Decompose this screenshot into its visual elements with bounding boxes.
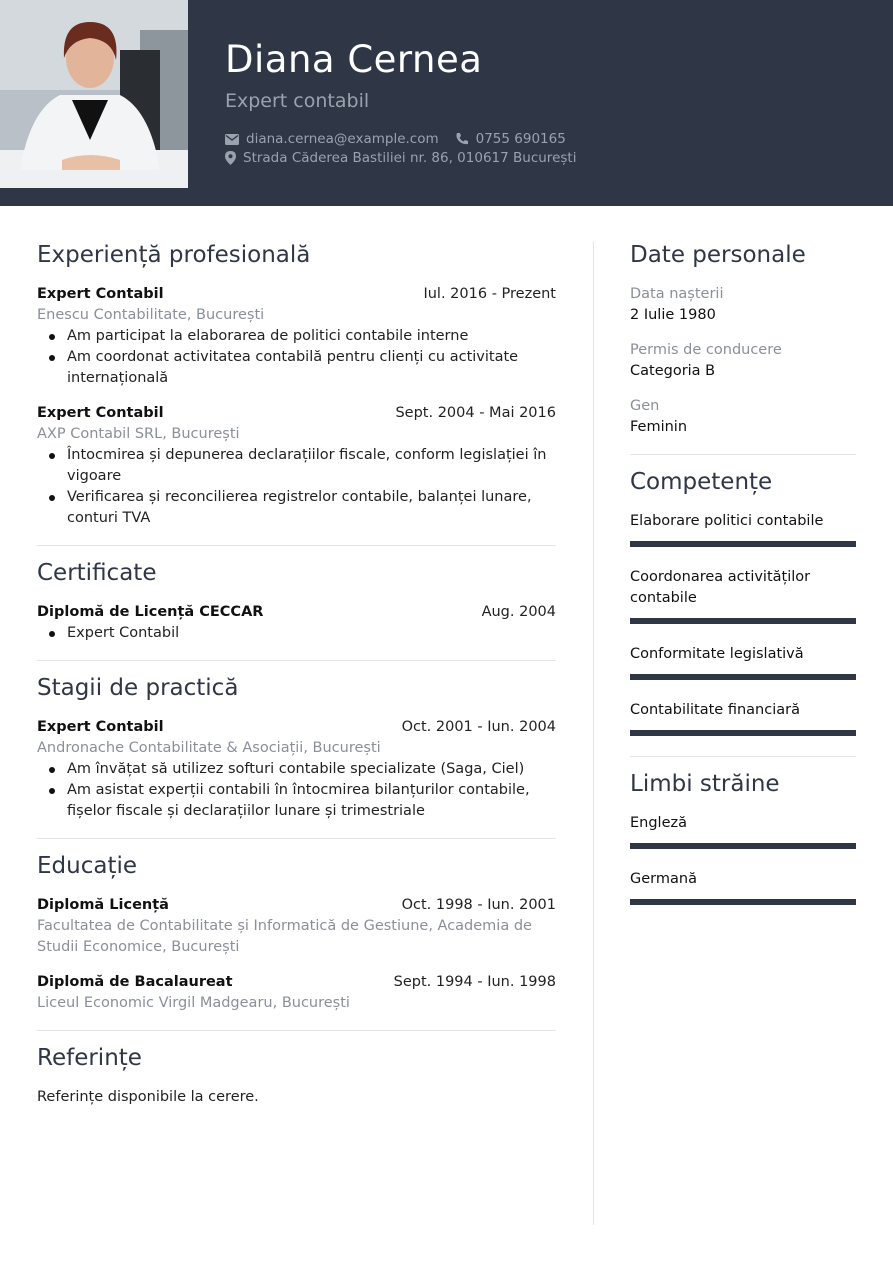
personal-section (630, 240, 856, 438)
entry-role: Diplomă de Licență CECCAR (37, 604, 264, 620)
email-icon (225, 134, 239, 145)
language-item (630, 869, 856, 905)
entry-role: Diplomă Licență (37, 897, 169, 913)
education-entry (37, 895, 556, 958)
skill-item (630, 644, 856, 680)
skill-bar (630, 674, 856, 680)
candidate-name: Diana Cernea (225, 38, 483, 81)
main-column (37, 240, 556, 1108)
entry-role: Expert Contabil (37, 286, 164, 302)
skill-bar-fill (630, 674, 856, 680)
skill-name: Conformitate legislativă (630, 646, 804, 662)
bullet-item: Verificarea și reconcilierea registrelor contabile, balanței lunare, conturi TVA (37, 487, 556, 529)
entry-role: Expert Contabil (37, 405, 164, 421)
skill-bar (630, 618, 856, 624)
address-text: Strada Căderea Bastiliei nr. 86, 010617 București (243, 150, 577, 166)
entry-role: Expert Contabil (37, 719, 164, 735)
section-divider (37, 660, 556, 661)
personal-label: Gen (630, 398, 660, 414)
experience-section (37, 240, 556, 529)
bullet-item: Am învățat să utilizez softuri contabile specializate (Saga, Ciel) (37, 759, 556, 780)
personal-value: 2 Iulie 1980 (630, 307, 716, 323)
education-entry (37, 972, 556, 1014)
certificate-entry (37, 602, 556, 644)
bullet-item: Am participat la elaborarea de politici contabile interne (37, 326, 556, 347)
certificates-heading: Certificate (37, 560, 157, 586)
contact-line-1 (225, 131, 566, 147)
entry-organization: Enescu Contabilitate, București (37, 307, 265, 323)
education-heading: Educație (37, 853, 138, 879)
location-pin-icon (225, 151, 236, 165)
internships-section (37, 673, 556, 822)
personal-value: Feminin (630, 419, 688, 435)
skill-bar-fill (630, 541, 856, 547)
entry-bullets (37, 445, 556, 529)
entry-date: Iul. 2016 - Prezent (423, 286, 556, 302)
entry-date: Sept. 2004 - Mai 2016 (395, 405, 556, 421)
language-bar (630, 899, 856, 905)
skill-name: Coordonarea activităților contabile (630, 569, 811, 606)
entry-date: Oct. 1998 - Iun. 2001 (401, 897, 556, 913)
section-divider (37, 1030, 556, 1031)
bullet-item: Am asistat experții contabili în întocmirea bilanțurilor contabile, fișelor fiscale și declarațiilor lunare și trimestriale (37, 780, 556, 822)
entry-bullets (37, 623, 556, 644)
languages-section (630, 769, 856, 905)
personal-label: Permis de conducere (630, 342, 782, 358)
column-divider (593, 242, 594, 1225)
personal-item (630, 340, 856, 382)
entry-date: Sept. 1994 - Iun. 1998 (393, 974, 556, 990)
personal-item (630, 396, 856, 438)
entry-organization: Facultatea de Contabilitate și Informatică de Gestiune, Academia de Studii Economice, București (37, 918, 532, 955)
entry-bullets (37, 326, 556, 389)
entry-date: Oct. 2001 - Iun. 2004 (401, 719, 556, 735)
experience-entry (37, 284, 556, 389)
skill-bar (630, 541, 856, 547)
resume-header (0, 0, 893, 206)
profile-photo (0, 0, 188, 188)
bullet-item: Expert Contabil (37, 623, 556, 644)
bullet-item: Am coordonat activitatea contabilă pentru clienți cu activitate internațională (37, 347, 556, 389)
phone-number[interactable]: 0755 690165 (475, 131, 566, 147)
entry-organization: Liceul Economic Virgil Madgearu, București (37, 995, 350, 1011)
language-item (630, 813, 856, 849)
bullet-item: Întocmirea și depunerea declarațiilor fiscale, conform legislației în vigoare (37, 445, 556, 487)
language-bar-fill (630, 843, 856, 849)
entry-bullets (37, 759, 556, 822)
skill-item (630, 511, 856, 547)
education-section (37, 851, 556, 1014)
section-divider (630, 454, 856, 455)
skill-bar-fill (630, 730, 856, 736)
references-heading: Referințe (37, 1045, 142, 1071)
experience-entry (37, 403, 556, 529)
personal-item (630, 284, 856, 326)
skill-item (630, 700, 856, 736)
section-divider (37, 545, 556, 546)
internship-entry (37, 717, 556, 822)
skill-bar-fill (630, 618, 856, 624)
contact-line-2 (225, 150, 576, 166)
skill-name: Contabilitate financiară (630, 702, 800, 718)
sidebar-column (630, 240, 856, 925)
certificates-section (37, 558, 556, 644)
section-divider (630, 756, 856, 757)
skill-name: Elaborare politici contabile (630, 513, 824, 529)
language-name: Engleză (630, 815, 688, 831)
references-text: Referințe disponibile la cerere. (37, 1089, 259, 1105)
entry-organization: AXP Contabil SRL, București (37, 426, 240, 442)
entry-role: Diplomă de Bacalaureat (37, 974, 233, 990)
candidate-title: Expert contabil (225, 90, 370, 112)
experience-heading: Experiență profesională (37, 242, 311, 268)
language-name: Germană (630, 871, 697, 887)
personal-label: Data nașterii (630, 286, 724, 302)
language-bar-fill (630, 899, 856, 905)
skill-item (630, 567, 856, 624)
skill-bar (630, 730, 856, 736)
entry-date: Aug. 2004 (481, 604, 556, 620)
skills-heading: Competențe (630, 469, 773, 495)
profile-photo-image (0, 0, 188, 188)
skills-section (630, 467, 856, 736)
entry-organization: Andronache Contabilitate & Asociații, București (37, 740, 381, 756)
email-link[interactable]: diana.cernea@example.com (246, 131, 439, 147)
personal-heading: Date personale (630, 242, 806, 268)
phone-icon (455, 132, 469, 146)
language-bar (630, 843, 856, 849)
personal-value: Categoria B (630, 363, 716, 379)
languages-heading: Limbi străine (630, 771, 780, 797)
phone-group (455, 131, 566, 147)
internships-heading: Stagii de practică (37, 675, 239, 701)
references-section (37, 1043, 556, 1108)
section-divider (37, 838, 556, 839)
